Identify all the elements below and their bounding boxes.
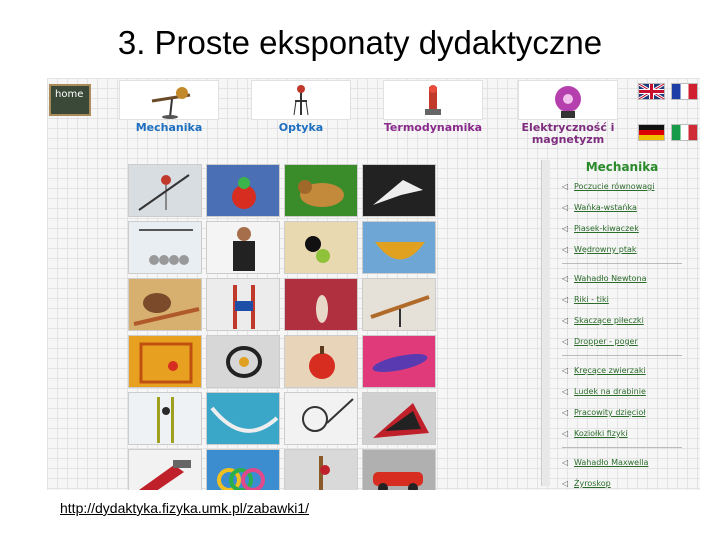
- sidebar-divider: [562, 355, 682, 356]
- speaker-icon: ◁: [562, 337, 569, 346]
- category-label: Optyka: [278, 121, 324, 134]
- category-optyka[interactable]: [251, 80, 351, 138]
- category-elektrycznosc[interactable]: [515, 80, 621, 146]
- exhibit-tile-bowl[interactable]: [362, 221, 436, 274]
- sidebar-item[interactable]: ◁ Poczucie równowagi: [562, 182, 655, 191]
- sidebar-item[interactable]: ◁ Piasek-kiwaczek: [562, 224, 639, 233]
- speaker-icon: ◁: [562, 295, 569, 304]
- category-label: Termodynamika: [383, 121, 483, 134]
- exhibit-tile-hamster[interactable]: [128, 278, 202, 331]
- exhibit-tile-pendulum-frame[interactable]: [128, 335, 202, 388]
- sidebar-item[interactable]: ◁ Riki - tiki: [562, 295, 609, 304]
- sidebar: [544, 160, 700, 490]
- french-flag-icon[interactable]: [671, 83, 698, 100]
- sidebar-item[interactable]: ◁ Kręcące zwierzaki: [562, 366, 646, 375]
- exhibit-tile-red-ramp[interactable]: [362, 392, 436, 445]
- speaker-icon: ◁: [562, 274, 569, 283]
- sidebar-item[interactable]: ◁ Wędrowny ptak: [562, 245, 637, 254]
- exhibit-tile-roly-poly[interactable]: [206, 164, 280, 217]
- source-url-link[interactable]: http://dydaktyka.fizyka.umk.pl/zabawki1/: [60, 500, 309, 516]
- category-label: Mechanika: [135, 121, 203, 134]
- sidebar-item[interactable]: ◁ Wańka-wstańka: [562, 203, 637, 212]
- speaker-icon: ◁: [562, 316, 569, 325]
- speaker-icon: ◁: [562, 203, 569, 212]
- sidebar-divider: [562, 447, 682, 448]
- sidebar-item[interactable]: ◁ Wahadło Maxwella: [562, 458, 649, 467]
- sidebar-item[interactable]: ◁ Dropper - poger: [562, 337, 638, 346]
- speaker-icon: ◁: [562, 245, 569, 254]
- sidebar-item[interactable]: ◁ Koziołki fizyki: [562, 429, 628, 438]
- exhibit-tile-gyroscope[interactable]: [206, 335, 280, 388]
- pendulum-toy-icon: [119, 80, 219, 120]
- category-label: Elektryczność i magnetyzm: [521, 121, 615, 146]
- home-button[interactable]: home: [49, 84, 91, 116]
- thermo-toy-icon: [383, 80, 483, 120]
- speaker-icon: ◁: [562, 182, 569, 191]
- sidebar-item[interactable]: ◁ Wahadło Newtona: [562, 274, 647, 283]
- exhibit-tile-seesaw[interactable]: [362, 278, 436, 331]
- speaker-icon: ◁: [562, 479, 569, 488]
- exhibit-tile-bird[interactable]: [362, 164, 436, 217]
- exhibit-tile-ladder[interactable]: [206, 278, 280, 331]
- exhibit-tile-toy-car[interactable]: [362, 449, 436, 490]
- speaker-icon: ◁: [562, 366, 569, 375]
- category-mechanika[interactable]: [119, 80, 219, 138]
- speaker-icon: ◁: [562, 408, 569, 417]
- speaker-icon: ◁: [562, 224, 569, 233]
- exhibit-tile-toy-dog[interactable]: [284, 164, 358, 217]
- speaker-icon: ◁: [562, 429, 569, 438]
- exhibit-tile-acrobat[interactable]: [284, 449, 358, 490]
- sidebar-heading: Mechanika: [585, 160, 659, 174]
- optics-toy-icon: [251, 80, 351, 120]
- exhibit-tile-purple-stick[interactable]: [362, 335, 436, 388]
- sidebar-item[interactable]: ◁ Ludek na drabinie: [562, 387, 646, 396]
- exhibit-tile-apple-top[interactable]: [284, 335, 358, 388]
- exhibit-tile-pogo-handle[interactable]: [128, 449, 202, 490]
- exhibit-tile-ball-toy[interactable]: [284, 221, 358, 274]
- italian-flag-icon[interactable]: [671, 124, 698, 141]
- english-flag-icon[interactable]: [638, 83, 665, 100]
- exhibit-tile-person[interactable]: [206, 221, 280, 274]
- slide-title: 3. Proste eksponaty dydaktyczne: [117, 24, 603, 61]
- plasma-ball-icon: [518, 80, 618, 120]
- category-termodynamika[interactable]: [383, 80, 483, 138]
- sidebar-divider: [562, 263, 682, 264]
- exhibit-tile-newton-cradle[interactable]: [128, 221, 202, 274]
- exhibit-tile-ladder-man[interactable]: [128, 392, 202, 445]
- exhibit-tile-loop-track[interactable]: [284, 392, 358, 445]
- exhibit-tile-slinky[interactable]: [206, 449, 280, 490]
- sidebar-item[interactable]: ◁ Żyroskop: [562, 479, 611, 488]
- sidebar-item[interactable]: ◁ Skaczące piłeczki: [562, 316, 644, 325]
- exhibit-tile-pin[interactable]: [284, 278, 358, 331]
- german-flag-icon[interactable]: [638, 124, 665, 141]
- speaker-icon: ◁: [562, 387, 569, 396]
- speaker-icon: ◁: [562, 458, 569, 467]
- exhibit-tile-balance[interactable]: [128, 164, 202, 217]
- exhibit-tile-curved-track[interactable]: [206, 392, 280, 445]
- website-screenshot: [47, 78, 700, 490]
- sidebar-item[interactable]: ◁ Pracowity dzięcioł: [562, 408, 646, 417]
